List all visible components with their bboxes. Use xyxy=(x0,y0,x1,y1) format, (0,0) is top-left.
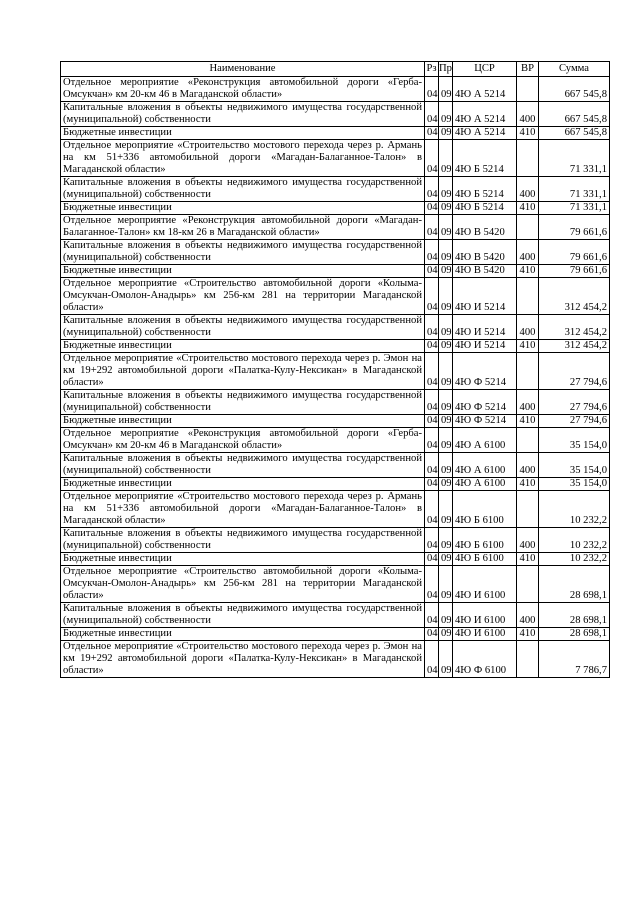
table-row xyxy=(61,641,610,678)
cell-name: Бюджетные инвестиции xyxy=(61,415,425,428)
table-row xyxy=(61,603,610,628)
cell-rz: 04 xyxy=(425,240,439,265)
cell-sum: 27 794,6 xyxy=(539,390,610,415)
cell-rz: 04 xyxy=(425,140,439,177)
cell-vr: 400 xyxy=(517,102,539,127)
table-row xyxy=(61,491,610,528)
cell-csr: 4Ю В 5420 xyxy=(453,265,517,278)
cell-pr: 09 xyxy=(439,641,453,678)
cell-rz: 04 xyxy=(425,278,439,315)
cell-vr: 410 xyxy=(517,478,539,491)
cell-name: Отдельное мероприятие «Строительство мостового перехода через р. Эмон на км 19+292 автомобильной дороги «Палатка-Кулу-Нексикан» в Магаданской области» xyxy=(61,641,425,678)
cell-rz: 04 xyxy=(425,641,439,678)
cell-sum: 7 786,7 xyxy=(539,641,610,678)
cell-rz: 04 xyxy=(425,528,439,553)
cell-csr: 4Ю И 5214 xyxy=(453,278,517,315)
cell-vr: 400 xyxy=(517,240,539,265)
cell-csr: 4Ю И 6100 xyxy=(453,566,517,603)
cell-name: Бюджетные инвестиции xyxy=(61,265,425,278)
cell-name: Капитальные вложения в объекты недвижимого имущества государственной (муниципальной) собственности xyxy=(61,603,425,628)
cell-vr xyxy=(517,278,539,315)
cell-vr: 410 xyxy=(517,415,539,428)
cell-rz: 04 xyxy=(425,415,439,428)
cell-csr: 4Ю Ф 5214 xyxy=(453,415,517,428)
cell-pr: 09 xyxy=(439,628,453,641)
cell-pr: 09 xyxy=(439,127,453,140)
cell-csr: 4Ю Б 6100 xyxy=(453,528,517,553)
cell-rz: 04 xyxy=(425,177,439,202)
cell-vr: 400 xyxy=(517,390,539,415)
cell-sum: 27 794,6 xyxy=(539,415,610,428)
cell-pr: 09 xyxy=(439,428,453,453)
table-row xyxy=(61,140,610,177)
cell-name: Бюджетные инвестиции xyxy=(61,478,425,491)
cell-sum: 312 454,2 xyxy=(539,278,610,315)
cell-sum: 35 154,0 xyxy=(539,453,610,478)
cell-pr: 09 xyxy=(439,340,453,353)
cell-rz: 04 xyxy=(425,215,439,240)
cell-name: Бюджетные инвестиции xyxy=(61,340,425,353)
table-row xyxy=(61,566,610,603)
table-row xyxy=(61,127,610,140)
cell-pr: 09 xyxy=(439,415,453,428)
cell-name: Отдельное мероприятие «Реконструкция автомобильной дороги «Магадан-Балаганное-Талон» км 18-км 26 в Магаданской области» xyxy=(61,215,425,240)
cell-vr: 400 xyxy=(517,603,539,628)
cell-rz: 04 xyxy=(425,478,439,491)
cell-name: Капитальные вложения в объекты недвижимого имущества государственной (муниципальной) собственности xyxy=(61,240,425,265)
cell-pr: 09 xyxy=(439,177,453,202)
document-page xyxy=(60,61,609,678)
cell-pr: 09 xyxy=(439,603,453,628)
cell-vr xyxy=(517,641,539,678)
cell-csr: 4Ю Б 5214 xyxy=(453,202,517,215)
cell-pr: 09 xyxy=(439,278,453,315)
cell-name: Отдельное мероприятие «Строительство автомобильной дороги «Колыма-Омсукчан-Омолон-Анадырь» км 256-км 281 на территории Магаданской области» xyxy=(61,278,425,315)
cell-sum: 27 794,6 xyxy=(539,353,610,390)
cell-vr: 410 xyxy=(517,553,539,566)
table-row xyxy=(61,177,610,202)
cell-rz: 04 xyxy=(425,127,439,140)
table-row xyxy=(61,628,610,641)
cell-csr: 4Ю А 6100 xyxy=(453,453,517,478)
cell-sum: 10 232,2 xyxy=(539,553,610,566)
cell-vr: 410 xyxy=(517,127,539,140)
cell-csr: 4Ю А 5214 xyxy=(453,102,517,127)
cell-pr: 09 xyxy=(439,566,453,603)
cell-sum: 312 454,2 xyxy=(539,315,610,340)
cell-name: Отдельное мероприятие «Реконструкция автомобильной дороги «Герба-Омсукчан» км 20-км 46 в Магаданской области» xyxy=(61,77,425,102)
cell-name: Бюджетные инвестиции xyxy=(61,628,425,641)
cell-sum: 71 331,1 xyxy=(539,140,610,177)
cell-name: Капитальные вложения в объекты недвижимого имущества государственной (муниципальной) собственности xyxy=(61,528,425,553)
cell-sum: 71 331,1 xyxy=(539,177,610,202)
cell-csr: 4Ю А 5214 xyxy=(453,127,517,140)
table-row xyxy=(61,428,610,453)
cell-sum: 35 154,0 xyxy=(539,478,610,491)
table-row xyxy=(61,102,610,127)
cell-pr: 09 xyxy=(439,140,453,177)
header-name: Наименование xyxy=(61,62,425,77)
header-rz: Рз xyxy=(425,62,439,77)
cell-csr: 4Ю В 5420 xyxy=(453,215,517,240)
cell-vr: 410 xyxy=(517,340,539,353)
cell-name: Отдельное мероприятие «Строительство мостового перехода через р. Армань на км 51+336 автомобильной дороги «Магадан-Балаганное-Талон» в Магаданской области» xyxy=(61,491,425,528)
cell-pr: 09 xyxy=(439,215,453,240)
table-row xyxy=(61,415,610,428)
cell-csr: 4Ю Б 6100 xyxy=(453,553,517,566)
cell-name: Бюджетные инвестиции xyxy=(61,202,425,215)
cell-pr: 09 xyxy=(439,77,453,102)
cell-csr: 4Ю И 5214 xyxy=(453,340,517,353)
header-pr: Пр xyxy=(439,62,453,77)
cell-sum: 667 545,8 xyxy=(539,102,610,127)
cell-name: Капитальные вложения в объекты недвижимого имущества государственной (муниципальной) собственности xyxy=(61,102,425,127)
table-row xyxy=(61,202,610,215)
cell-name: Капитальные вложения в объекты недвижимого имущества государственной (муниципальной) собственности xyxy=(61,390,425,415)
table-body xyxy=(61,77,610,678)
cell-vr: 400 xyxy=(517,315,539,340)
cell-csr: 4Ю И 5214 xyxy=(453,315,517,340)
cell-pr: 09 xyxy=(439,353,453,390)
header-csr: ЦСР xyxy=(453,62,517,77)
cell-vr xyxy=(517,428,539,453)
cell-name: Бюджетные инвестиции xyxy=(61,127,425,140)
cell-sum: 10 232,2 xyxy=(539,491,610,528)
cell-pr: 09 xyxy=(439,240,453,265)
cell-csr: 4Ю Ф 5214 xyxy=(453,353,517,390)
cell-name: Отдельное мероприятие «Строительство мостового перехода через р. Армань на км 51+336 автомобильной дороги «Магадан-Балаганное-Талон» в Магаданской области» xyxy=(61,140,425,177)
table-row xyxy=(61,215,610,240)
cell-name: Отдельное мероприятие «Строительство мостового перехода через р. Эмон на км 19+292 автомобильной дороги «Палатка-Кулу-Нексикан» в Магаданской области» xyxy=(61,353,425,390)
table-row xyxy=(61,278,610,315)
cell-rz: 04 xyxy=(425,102,439,127)
cell-vr: 410 xyxy=(517,628,539,641)
table-row xyxy=(61,553,610,566)
cell-csr: 4Ю И 6100 xyxy=(453,603,517,628)
cell-vr xyxy=(517,491,539,528)
cell-name: Отдельное мероприятие «Реконструкция автомобильной дороги «Герба-Омсукчан» км 20-км 46 в Магаданской области» xyxy=(61,428,425,453)
cell-csr: 4Ю Б 5214 xyxy=(453,140,517,177)
cell-sum: 35 154,0 xyxy=(539,428,610,453)
cell-name: Отдельное мероприятие «Строительство автомобильной дороги «Колыма-Омсукчан-Омолон-Анадырь» км 256-км 281 на территории Магаданской области» xyxy=(61,566,425,603)
table-row xyxy=(61,353,610,390)
cell-sum: 10 232,2 xyxy=(539,528,610,553)
cell-csr: 4Ю И 6100 xyxy=(453,628,517,641)
cell-name: Капитальные вложения в объекты недвижимого имущества государственной (муниципальной) собственности xyxy=(61,177,425,202)
cell-rz: 04 xyxy=(425,390,439,415)
cell-pr: 09 xyxy=(439,390,453,415)
cell-pr: 09 xyxy=(439,265,453,278)
cell-csr: 4Ю Б 6100 xyxy=(453,491,517,528)
cell-vr xyxy=(517,215,539,240)
cell-rz: 04 xyxy=(425,566,439,603)
cell-sum: 79 661,6 xyxy=(539,240,610,265)
cell-csr: 4Ю Б 5214 xyxy=(453,177,517,202)
cell-sum: 667 545,8 xyxy=(539,127,610,140)
cell-vr xyxy=(517,77,539,102)
cell-vr: 400 xyxy=(517,453,539,478)
table-row xyxy=(61,528,610,553)
cell-sum: 667 545,8 xyxy=(539,77,610,102)
cell-sum: 79 661,6 xyxy=(539,265,610,278)
cell-rz: 04 xyxy=(425,315,439,340)
cell-rz: 04 xyxy=(425,265,439,278)
cell-csr: 4Ю Ф 6100 xyxy=(453,641,517,678)
table-row xyxy=(61,77,610,102)
cell-pr: 09 xyxy=(439,315,453,340)
cell-vr: 400 xyxy=(517,528,539,553)
cell-csr: 4Ю Ф 5214 xyxy=(453,390,517,415)
cell-pr: 09 xyxy=(439,202,453,215)
table-row xyxy=(61,240,610,265)
cell-vr xyxy=(517,353,539,390)
cell-rz: 04 xyxy=(425,77,439,102)
cell-pr: 09 xyxy=(439,453,453,478)
budget-table xyxy=(60,61,610,678)
cell-rz: 04 xyxy=(425,202,439,215)
cell-name: Бюджетные инвестиции xyxy=(61,553,425,566)
table-row xyxy=(61,478,610,491)
table-row xyxy=(61,453,610,478)
cell-pr: 09 xyxy=(439,102,453,127)
table-row xyxy=(61,315,610,340)
cell-sum: 28 698,1 xyxy=(539,628,610,641)
table-row xyxy=(61,390,610,415)
table-row xyxy=(61,340,610,353)
cell-rz: 04 xyxy=(425,353,439,390)
cell-rz: 04 xyxy=(425,453,439,478)
cell-vr xyxy=(517,566,539,603)
cell-csr: 4Ю В 5420 xyxy=(453,240,517,265)
cell-rz: 04 xyxy=(425,491,439,528)
cell-vr xyxy=(517,140,539,177)
table-row xyxy=(61,265,610,278)
cell-sum: 71 331,1 xyxy=(539,202,610,215)
cell-vr: 410 xyxy=(517,202,539,215)
cell-name: Капитальные вложения в объекты недвижимого имущества государственной (муниципальной) собственности xyxy=(61,453,425,478)
cell-pr: 09 xyxy=(439,478,453,491)
cell-rz: 04 xyxy=(425,628,439,641)
header-sum: Сумма xyxy=(539,62,610,77)
cell-sum: 312 454,2 xyxy=(539,340,610,353)
cell-csr: 4Ю А 6100 xyxy=(453,478,517,491)
cell-rz: 04 xyxy=(425,340,439,353)
cell-rz: 04 xyxy=(425,553,439,566)
cell-vr: 410 xyxy=(517,265,539,278)
cell-csr: 4Ю А 6100 xyxy=(453,428,517,453)
header-vr: ВР xyxy=(517,62,539,77)
table-header-row xyxy=(61,62,610,77)
cell-sum: 79 661,6 xyxy=(539,215,610,240)
cell-sum: 28 698,1 xyxy=(539,603,610,628)
cell-name: Капитальные вложения в объекты недвижимого имущества государственной (муниципальной) собственности xyxy=(61,315,425,340)
cell-rz: 04 xyxy=(425,428,439,453)
cell-vr: 400 xyxy=(517,177,539,202)
cell-pr: 09 xyxy=(439,528,453,553)
cell-pr: 09 xyxy=(439,491,453,528)
cell-sum: 28 698,1 xyxy=(539,566,610,603)
cell-pr: 09 xyxy=(439,553,453,566)
cell-csr: 4Ю А 5214 xyxy=(453,77,517,102)
cell-rz: 04 xyxy=(425,603,439,628)
